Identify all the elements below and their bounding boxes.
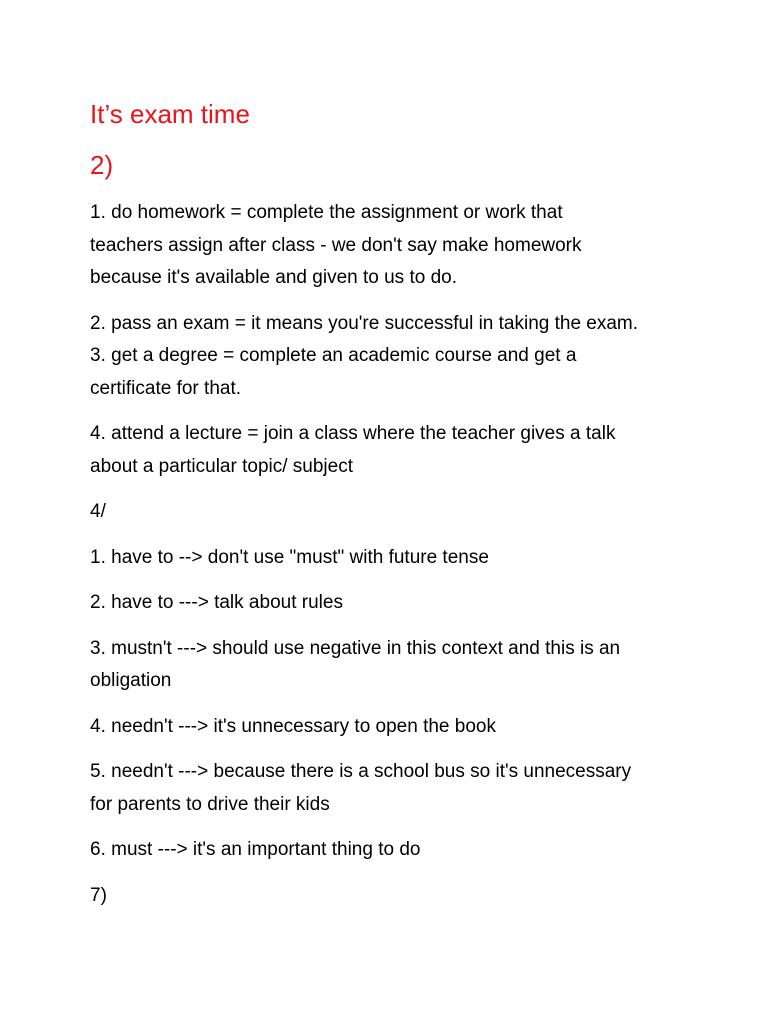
- text-line: obligation: [90, 670, 172, 691]
- section-4-item: [90, 587, 690, 620]
- section-7-heading: 7): [90, 884, 107, 906]
- section-2-heading: 2): [90, 150, 114, 180]
- text-line: 2. have to ---> talk about rules: [90, 592, 343, 613]
- text-line: 1. do homework = complete the assignment or work that: [90, 202, 563, 223]
- text-line: because it's available and given to us to do.: [90, 267, 457, 288]
- text-line: teachers assign after class - we don't say make homework: [90, 234, 582, 256]
- text-line: 1. have to --> don't use "must" with future tense: [90, 546, 489, 568]
- section-4-item: [90, 834, 690, 867]
- text-line: 3. get a degree = complete an academic course and get a: [90, 345, 577, 366]
- section-4-heading: 4/: [90, 501, 106, 522]
- section-4-item: [90, 542, 690, 575]
- section-2-paragraph: [90, 197, 690, 295]
- text-line: 4. needn't ---> it's unnecessary to open the book: [90, 715, 496, 737]
- text-line: 2. pass an exam = it means you're successful in taking the exam.: [90, 312, 639, 334]
- section-4-item: [90, 756, 690, 821]
- text-line: 4. attend a lecture = join a class where the teacher gives a talk: [90, 423, 616, 444]
- document-title: It’s exam time: [90, 99, 250, 129]
- document-content: [90, 96, 690, 925]
- text-line: for parents to drive their kids: [90, 793, 330, 815]
- text-line: 5. needn't ---> because there is a school bus so it's unnecessary: [90, 761, 632, 782]
- section-4-item: [90, 711, 690, 744]
- section-2-paragraph: [90, 308, 690, 406]
- section-2-paragraph: [90, 418, 690, 483]
- text-line: about a particular topic/ subject: [90, 455, 353, 477]
- text-line: 3. mustn't ---> should use negative in this context and this is an: [90, 637, 621, 659]
- text-line: 6. must ---> it's an important thing to do: [90, 839, 421, 860]
- section-4-item: [90, 633, 690, 698]
- text-line: certificate for that.: [90, 377, 242, 399]
